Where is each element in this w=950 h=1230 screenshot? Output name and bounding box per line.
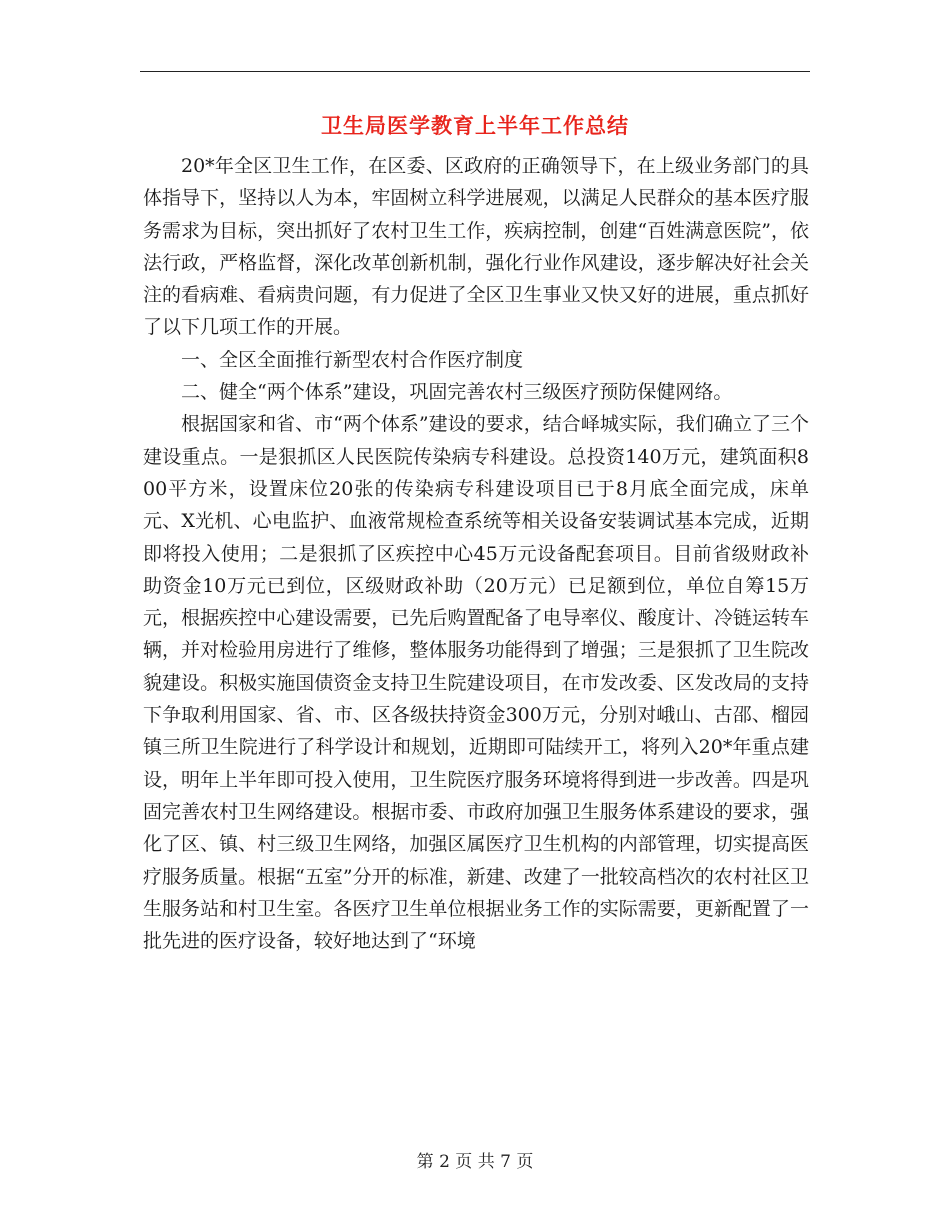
header-rule [140, 71, 810, 72]
paragraph-intro: 20*年全区卫生工作，在区委、区政府的正确领导下，在上级业务部门的具体指导下，坚持以人为本，牢固树立科学进展观，以满足人民群众的基本医疗服务需求为目标，突出抓好了农村卫生工作，疾病控制，创建“百姓满意医院”，依法行政，严格监督，深化改革创新机制，强化行业作风建设，逐步解决好社会关注的看病难、看病贵问题，有力促进了全区卫生事业又快又好的进展，重点抓好了以下几项工作的开展。 [143, 155, 809, 339]
paragraph-section-1: 一、全区全面推行新型农村合作医疗制度 [181, 348, 524, 371]
document-title: 卫生局医学教育上半年工作总结 [321, 113, 629, 138]
paragraph-section-2: 二、健全“两个体系”建设，巩固完善农村三级医疗预防保健网络。 [181, 381, 733, 404]
document-body [143, 150, 809, 957]
page-number-footer: 第 2 页 共 7 页 [416, 1152, 534, 1172]
paragraph-details: 根据国家和省、市“两个体系”建设的要求，结合峄城实际，我们确立了三个建设重点。一是狠抓区人民医院传染病专科建设。总投资140万元，建筑面积800平方米，设置床位20张的传染病专科建设项目已于8月底全面完成，床单元、X光机、心电监护、血液常规检查系统等相关设备安装调试基本完成，近期即将投入使用；二是狠抓了区疾控中心45万元设备配套项目。目前省级财政补助资金10万元已到位，区级财政补助（20万元）已足额到位，单位自筹15万元，根据疾控中心建设需要，已先后购置配备了电导率仪、酸度计、冷链运转车辆，并对检验用房进行了维修，整体服务功能得到了增强；三是狠抓了卫生院改貌建设。积极实施国债资金支持卫生院建设项目，在市发改委、区发改局的支持下争取利用国家、省、市、区各级扶持资金300万元，分别对峨山、古邵、榴园镇三所卫生院进行了科学设计和规划，近期即可陆续开工，将列入20*年重点建设，明年上半年即可投入使用，卫生院医疗服务环境将得到进一步改善。四是巩固完善农村卫生网络建设。根据市委、市政府加强卫生服务体系建设的要求，强化了区、镇、村三级卫生网络，加强区属医疗卫生机构的内部管理，切实提高医疗服务质量。根据“五室”分开的标准，新建、改建了一批较高档次的农村社区卫生服务站和村卫生室。各医疗卫生单位根据业务工作的实际需要，更新配置了一批先进的医疗设备，较好地达到了“环境 [143, 413, 809, 953]
